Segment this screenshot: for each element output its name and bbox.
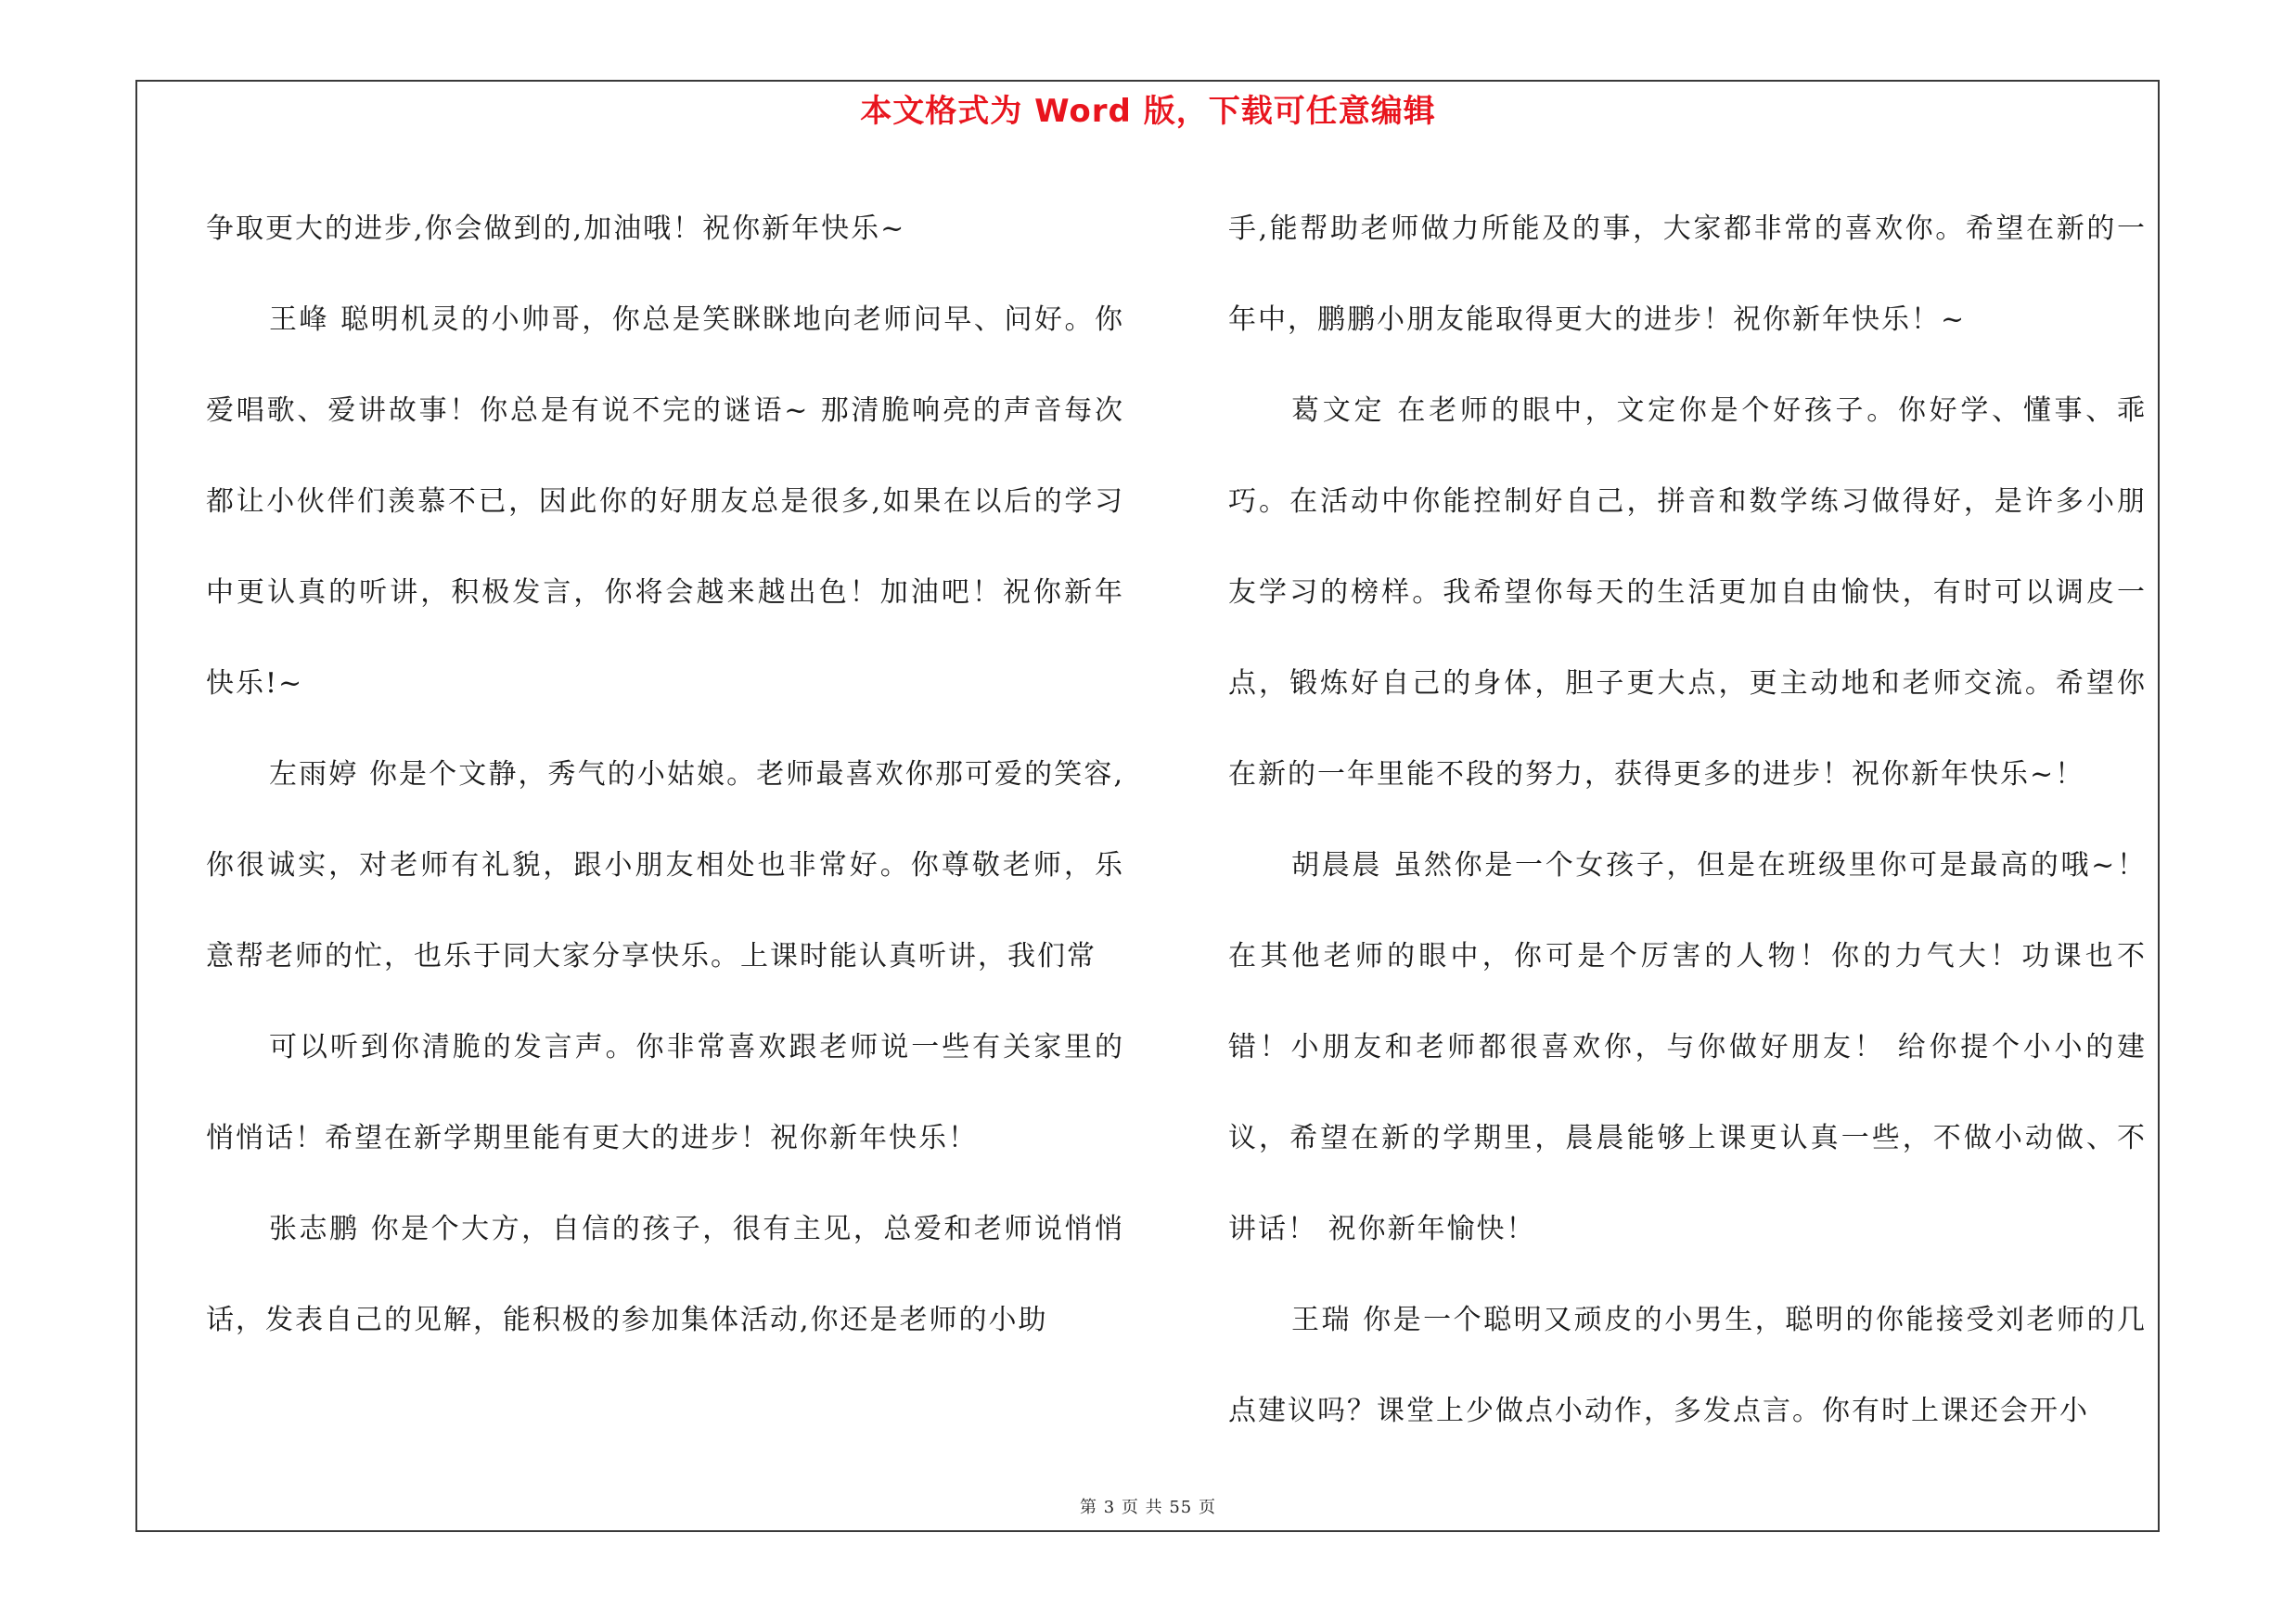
format-banner: 本文格式为 Word 版，下载可任意编辑	[860, 93, 1436, 130]
paragraph-left-5: 张志鹏 你是个大方，自信的孩子，很有主见，总爱和老师说悄悄话，发表自己的见解，能积极的参加集体活动,你还是老师的小助	[206, 1213, 1124, 1336]
paragraph-right-3: 胡晨晨 虽然你是一个女孩子，但是在班级里你可是最高的哦~！在其他老师的眼中，你可是个厉害的人物！你的力气大！功课也不错！小朋友和老师都很喜欢你，与你做好朋友！ 给你提个小小的建议，希望在新的学期里，晨晨能够上课更认真一些，不做小动做、不讲话！ 祝你新年愉快！	[1228, 849, 2147, 1245]
paragraph-right-1: 手,能帮助老师做力所能及的事，大家都非常的喜欢你。希望在新的一年中，鹏鹏小朋友能取得更大的进步！祝你新年快乐！~	[1228, 213, 2147, 336]
page-number: 第 3 页 共 55 页	[1080, 1498, 1216, 1517]
left-column	[206, 184, 1124, 1366]
paragraph-right-2: 葛文定 在老师的眼中，文定你是个好孩子。你好学、懂事、乖巧。在活动中你能控制好自己，拼音和数学练习做得好，是许多小朋友学习的榜样。我希望你每天的生活更加自由愉快，有时可以调皮一点，锻炼好自己的身体，胆子更大点，更主动地和老师交流。希望你在新的一年里能不段的努力，获得更多的进步！祝你新年快乐~！	[1228, 394, 2147, 791]
paragraph-left-4: 可以听到你清脆的发言声。你非常喜欢跟老师说一些有关家里的悄悄话！希望在新学期里能有更大的进步！祝你新年快乐！	[206, 1031, 1124, 1154]
paragraph-left-2: 王峰 聪明机灵的小帅哥，你总是笑眯眯地向老师问早、问好。你爱唱歌、爱讲故事！你总是有说不完的谜语~ 那清脆响亮的声音每次都让小伙伴们羡慕不已，因此你的好朋友总是很多,如果在以后的学习中更认真的听讲，积极发言，你将会越来越出色！加油吧！祝你新年快乐!~	[206, 303, 1124, 700]
right-column	[1228, 184, 2147, 1457]
paragraph-left-1: 争取更大的进步,你会做到的,加油哦！祝你新年快乐~	[206, 213, 906, 245]
paragraph-right-4: 王瑞 你是一个聪明又顽皮的小男生，聪明的你能接受刘老师的几点建议吗？课堂上少做点小动作，多发点言。你有时上课还会开小	[1228, 1304, 2147, 1427]
paragraph-left-3: 左雨婷 你是个文静，秀气的小姑娘。老师最喜欢你那可爱的笑容,你很诚实，对老师有礼貌，跟小朋友相处也非常好。你尊敬老师，乐意帮老师的忙，也乐于同大家分享快乐。上课时能认真听讲，我们常	[206, 758, 1124, 973]
